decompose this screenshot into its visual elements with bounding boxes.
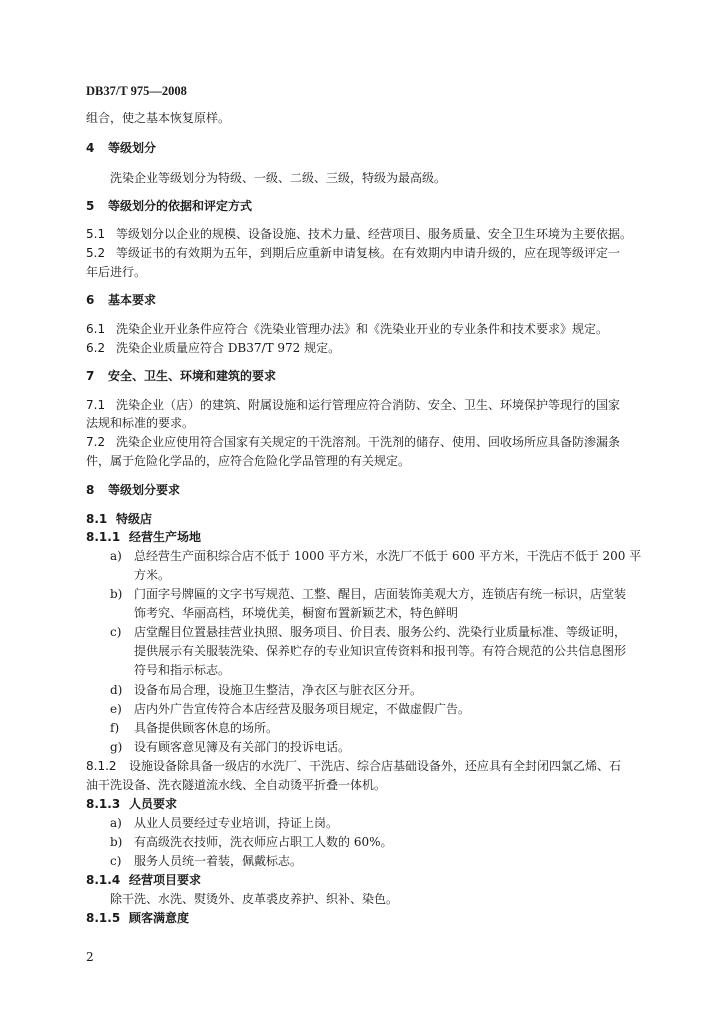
section-8-heading: 8 等级划分要求 [86,483,181,497]
clause-8-1-1-heading: 8.1.1 经营生产场地 [86,530,202,544]
clause-5-2-cont: 年后进行。 [86,265,147,279]
list-item-f: f) 具备提供顾客休息的场所。 [110,721,279,735]
clause-6-2: 6.2 洗染企业质量应符合 DB37/T 972 规定。 [86,341,341,355]
staff-item-b: b) 有高级洗衣技师，洗衣师应占职工人数的 60%。 [110,835,393,849]
list-item-a: a) 总经营生产面积综合店不低于 1000 平方米，水洗厂不低于 600 平方米，干洗店不低于 200 平 [110,549,642,563]
section-7-heading: 7 安全、卫生、环境和建筑的要求 [86,369,277,383]
list-item-c-cont-1: 提供展示有关服装洗染、保养贮存的专业知识宣传资料和报刊等。有符合规范的公共信息图形 [134,644,627,658]
clause-7-2: 7.2 洗染企业应使用符合国家有关规定的干洗溶剂。干洗剂的储存、使用、回收场所应具备防渗漏条 [86,435,621,449]
clause-7-1: 7.1 洗染企业（店）的建筑、附属设施和运行管理应符合消防、安全、卫生、环境保护等现行的国家 [86,398,621,412]
list-item-b-cont: 饰考究、华丽高档，环境优美，橱窗布置新颖艺术，特色鲜明 [134,606,459,620]
clause-8-1-4-heading: 8.1.4 经营项目要求 [86,873,202,887]
clause-8-1-heading: 8.1 特级店 [86,512,153,526]
standard-code: DB37/T 975—2008 [86,84,187,98]
staff-item-c: c) 服务人员统一着装，佩戴标志。 [110,854,303,868]
clause-5-1: 5.1 等级划分以企业的规模、设备设施、技术力量、经营项目、服务质量、安全卫生环境为主要依据。 [86,227,633,241]
section-5-heading: 5 等级划分的依据和评定方式 [86,199,253,213]
clause-7-1-cont: 法规和标准的要求。 [86,416,195,430]
section-4-body: 洗染企业等级划分为特级、一级、二级、三级，特级为最高级。 [110,171,447,185]
clause-8-1-2-cont: 油干洗设备、洗衣隧道流水线、全自动烫平折叠一体机。 [86,778,387,792]
clause-8-1-3-heading: 8.1.3 人员要求 [86,797,178,811]
clause-6-1: 6.1 洗染企业开业条件应符合《洗染业管理办法》和《洗染业开业的专业条件和技术要求》规定。 [86,322,609,336]
list-item-b: b) 门面字号牌匾的文字书写规范、工整、醒目，店面装饰美观大方，连锁店有统一标识，店堂装 [110,587,627,601]
list-item-g: g) 设有顾客意见簿及有关部门的投诉电话。 [110,740,351,754]
clause-8-1-2: 8.1.2 设施设备除具备一级店的水洗厂、干洗店、综合店基础设备外，还应具有全封闭四氯乙烯、石 [86,759,622,773]
section-4-heading: 4 等级划分 [86,141,157,155]
continuation-text: 组合，使之基本恢复原样。 [86,111,231,125]
section-6-heading: 6 基本要求 [86,293,157,307]
clause-5-2: 5.2 等级证书的有效期为五年，到期后应重新申请复核。在有效期内申请升级的，应在现等级评定一 [86,246,621,260]
page-number: 2 [86,950,94,964]
clause-7-2-cont: 件，属于危险化学品的，应符合危险化学品管理的有关规定。 [86,454,411,468]
list-item-e: e) 店内外广告宣传符合本店经营及服务项目规定，不做虚假广告。 [110,702,471,716]
clause-8-1-4-body: 除干洗、水洗、熨烫外、皮革裘皮养护、织补、染色。 [110,892,399,906]
list-item-d: d) 设备布局合理，设施卫生整洁，净衣区与脏衣区分开。 [110,683,423,697]
list-item-c: c) 店堂醒目位置悬挂营业执照、服务项目、价目表、服务公约、洗染行业质量标准、等级证明， [110,625,627,639]
staff-item-a: a) 从业人员要经过专业培训，持证上岗。 [110,816,339,830]
clause-8-1-5-heading: 8.1.5 顾客满意度 [86,911,190,925]
list-item-a-cont: 方米。 [134,568,171,582]
list-item-c-cont-2: 符号和指示标志。 [134,663,231,677]
